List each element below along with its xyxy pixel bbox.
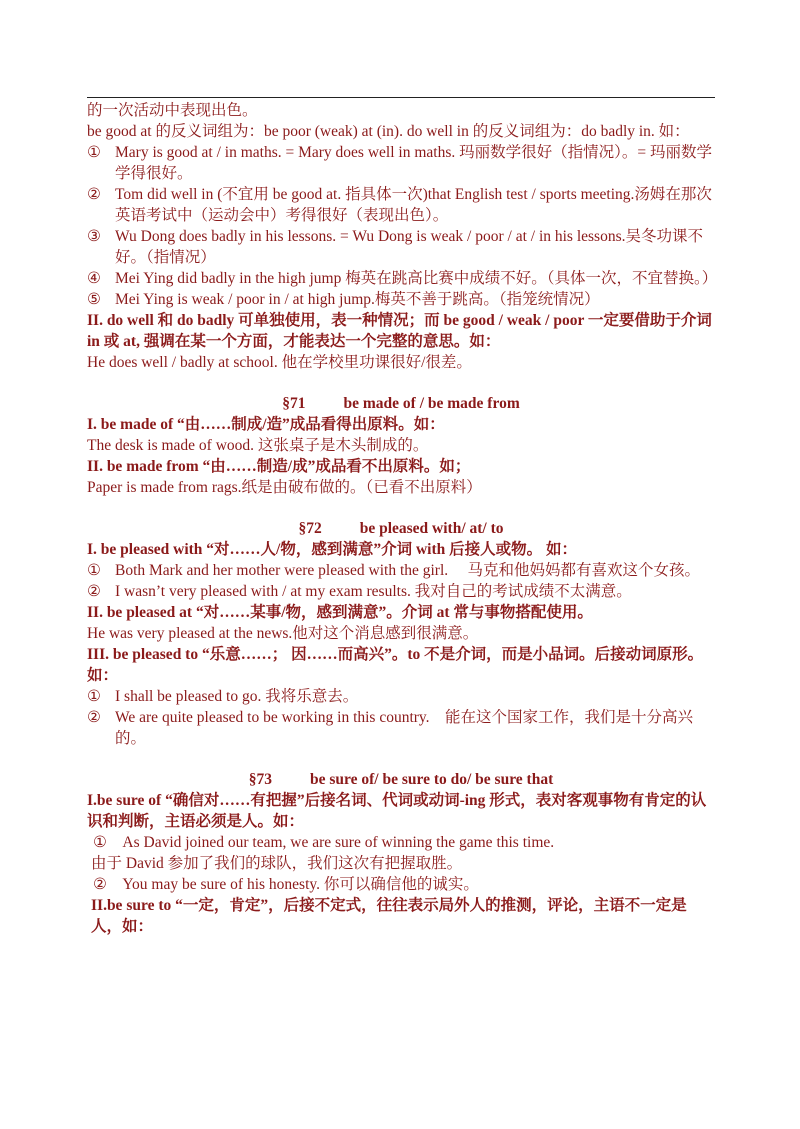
subheading-text: III. be pleased to “乐意……； 因……而高兴”。to 不是介词，而是小品词。后接动词原形。如： bbox=[87, 646, 704, 684]
section-number: §71 bbox=[282, 395, 306, 412]
section-heading-71 bbox=[87, 393, 715, 414]
subheading-text: II. do well 和 do badly 可单独使用，表一种情况；而 be good / weak / poor 一定要借助于介词 in 或 at, 强调在某一个方面，才能表达一个完整的意思。如： bbox=[87, 312, 712, 350]
item-number: ① bbox=[87, 688, 101, 705]
list-item bbox=[87, 686, 715, 707]
section-title: be pleased with/ at/ to bbox=[359, 520, 504, 537]
top-rule bbox=[87, 97, 715, 98]
item-number: ② bbox=[87, 709, 101, 726]
section-heading-72 bbox=[87, 518, 715, 539]
subheading-text: II. be made from “由……制造/成”成品看不出原料。如； bbox=[87, 458, 471, 475]
item-number: ⑤ bbox=[87, 291, 101, 308]
item-number: ③ bbox=[87, 228, 101, 245]
text-line: 由于 David 参加了我们的球队，我们这次有把握取胜。 bbox=[91, 855, 463, 872]
list-item bbox=[87, 226, 715, 268]
list-item bbox=[87, 707, 715, 749]
document-page bbox=[87, 97, 718, 937]
item-text: Wu Dong does badly in his lessons. = Wu Dong is weak / poor / at / in his lessons.吴冬功课不好。（指情况） bbox=[115, 228, 704, 266]
item-text: Both Mark and her mother were pleased with the girl. 马克和他妈妈都有喜欢这个女孩。 bbox=[115, 562, 701, 579]
section-title: be made of / be made from bbox=[343, 395, 520, 412]
section-title: be sure of/ be sure to do/ be sure that bbox=[309, 771, 554, 788]
subheading-text: I. be made of “由……制成/造”成品看得出原料。如： bbox=[87, 416, 445, 433]
subheading-text: I.be sure of “确信对……有把握”后接名词、代词或动词-ing 形式，表对客观事物有肯定的认识和判断，主语必须是人。如： bbox=[87, 792, 707, 830]
item-text: I wasn’t very pleased with / at my exam results. 我对自己的考试成绩不太满意。 bbox=[115, 583, 632, 600]
text-line: be good at 的反义词组为：be poor (weak) at (in). do well in 的反义词组为：do badly in. 如： bbox=[87, 123, 690, 140]
subheading-text: II. be pleased at “对……某事/物，感到满意”。介词 at 常与事物搭配使用。 bbox=[87, 604, 593, 621]
subheading-text: I. be pleased with “对……人/物，感到满意”介词 with 后接人或物。 如： bbox=[87, 541, 577, 558]
list-item bbox=[87, 268, 718, 289]
item-text: We are quite pleased to be working in this country. 能在这个国家工作，我们是十分高兴的。 bbox=[115, 709, 694, 747]
list-item bbox=[87, 142, 715, 184]
text-line: 的一次活动中表现出色。 bbox=[87, 102, 258, 119]
item-text: Mei Ying did badly in the high jump 梅英在跳高比赛中成绩不好。（具体一次，不宜替换。） bbox=[115, 270, 718, 287]
section-heading-73 bbox=[87, 769, 715, 790]
list-item bbox=[87, 184, 715, 226]
item-number: ① bbox=[87, 144, 101, 161]
item-number: ① bbox=[87, 562, 101, 579]
item-text: Mary is good at / in maths. = Mary does well in maths. 玛丽数学很好（指情况）。= 玛丽数学学得很好。 bbox=[115, 144, 712, 182]
item-number: ④ bbox=[87, 270, 101, 287]
subheading-text: II.be sure to “一定，肯定”，后接不定式，往往表示局外人的推测，评论，主语不一定是人，如： bbox=[91, 897, 687, 935]
text-line: ② You may be sure of his honesty. 你可以确信他的诚实。 bbox=[93, 876, 479, 893]
list-item bbox=[87, 289, 715, 310]
section-number: §72 bbox=[298, 520, 322, 537]
section-number: §73 bbox=[248, 771, 272, 788]
item-text: Tom did well in (不宜用 be good at. 指具体一次)that English test / sports meeting.汤姆在那次英语考试中（运动会中）考得很好（表现出色）。 bbox=[115, 186, 712, 224]
text-line: ① As David joined our team, we are sure of winning the game this time. bbox=[93, 834, 555, 851]
item-number: ② bbox=[87, 583, 101, 600]
item-text: I shall be pleased to go. 我将乐意去。 bbox=[115, 688, 359, 705]
list-item bbox=[87, 581, 715, 602]
text-line: Paper is made from rags.纸是由破布做的。（已看不出原料） bbox=[87, 479, 482, 496]
text-line: He does well / badly at school. 他在学校里功课很好/很差。 bbox=[87, 354, 472, 371]
text-line: The desk is made of wood. 这张桌子是木头制成的。 bbox=[87, 437, 429, 454]
text-line: He was very pleased at the news.他对这个消息感到很满意。 bbox=[87, 625, 479, 642]
item-text: Mei Ying is weak / poor in / at high jump.梅英不善于跳高。（指笼统情况） bbox=[115, 291, 600, 308]
item-number: ② bbox=[87, 186, 101, 203]
list-item bbox=[87, 560, 715, 581]
